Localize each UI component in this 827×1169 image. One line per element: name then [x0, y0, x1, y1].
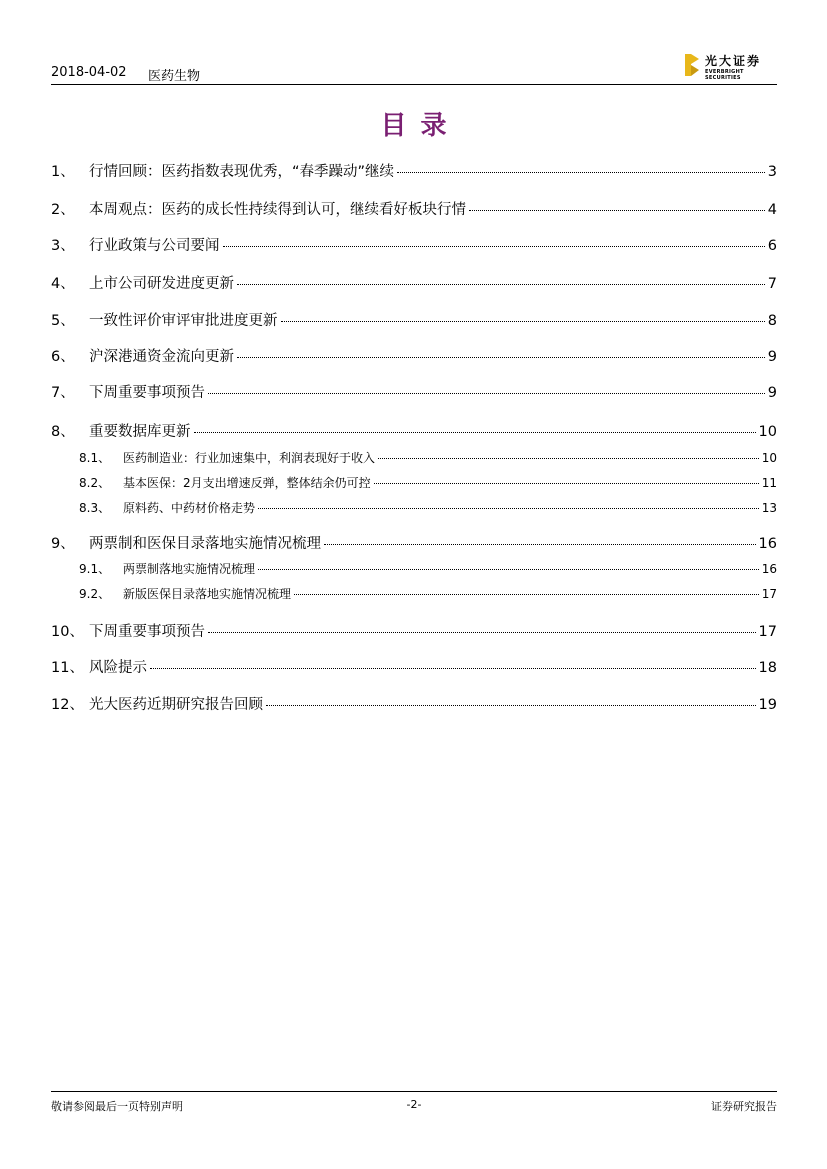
- company-logo: [685, 52, 777, 80]
- toc-leader: [223, 246, 765, 247]
- logo-text-cn: 光大证券: [705, 54, 762, 68]
- toc-leader: [378, 458, 759, 459]
- toc-leader: [266, 705, 756, 706]
- toc-entry-page: 16: [761, 562, 777, 576]
- toc-entry-number: 8、: [51, 424, 75, 440]
- toc-entry-number: 9、: [51, 536, 75, 552]
- toc-leader: [237, 357, 765, 358]
- toc-entry[interactable]: [51, 345, 777, 366]
- toc-entry-page: 10: [758, 424, 777, 440]
- toc-entry-number: 12、: [51, 697, 84, 713]
- toc-entry-page: 8: [767, 313, 777, 329]
- report-type: 证券研究报告: [711, 1100, 777, 1113]
- toc-entry-title: 沪深港通资金流向更新: [89, 349, 234, 365]
- page-footer: [51, 1091, 777, 1113]
- toc-entry[interactable]: [51, 234, 777, 255]
- toc-entry-title: 一致性评价审评审批进度更新: [89, 313, 278, 329]
- toc-entry-title: 上市公司研发进度更新: [89, 276, 234, 292]
- toc-entry-number: 8.1、: [79, 451, 111, 465]
- toc-entry-page: 3: [767, 164, 777, 180]
- toc-entry-number: 8.2、: [79, 476, 111, 490]
- toc-leader: [208, 632, 756, 633]
- toc-entry-number: 3、: [51, 238, 75, 254]
- toc-entry[interactable]: [51, 693, 777, 714]
- toc-entry[interactable]: [51, 160, 777, 181]
- toc-leader: [324, 544, 756, 545]
- toc-entry[interactable]: [51, 532, 777, 553]
- toc-entry[interactable]: [79, 560, 777, 577]
- toc-entry-number: 7、: [51, 385, 75, 401]
- toc-leader: [150, 668, 756, 669]
- toc-entry-page: 13: [761, 501, 777, 515]
- toc-leader: [237, 284, 765, 285]
- report-date: 2018-04-02: [51, 65, 127, 80]
- toc-entry[interactable]: [51, 381, 777, 402]
- toc-entry-page: 6: [767, 238, 777, 254]
- toc-entry[interactable]: [51, 309, 777, 330]
- toc-entry-title: 两票制落地实施情况梳理: [123, 562, 256, 576]
- toc-entry-number: 11、: [51, 660, 84, 676]
- toc-entry-number: 5、: [51, 313, 75, 329]
- toc-entry-title: 行情回顾：医药指数表现优秀，“春季躁动”继续: [89, 164, 395, 180]
- toc-entry-number: 2、: [51, 202, 75, 218]
- toc-entry-number: 9.1、: [79, 562, 111, 576]
- toc-entry-number: 1、: [51, 164, 75, 180]
- toc-title: 目录: [380, 111, 461, 141]
- toc-leader: [374, 483, 759, 484]
- toc-entry-title: 基本医保：2月支出增速反弹，整体结余仍可控: [123, 476, 371, 490]
- toc-entry-title: 重要数据库更新: [89, 424, 191, 440]
- toc-entry-page: 9: [767, 349, 777, 365]
- logo-text-en: EVERBRIGHT SECURITIES: [705, 69, 744, 81]
- toc-entry-title: 新版医保目录落地实施情况梳理: [123, 587, 292, 601]
- toc-leader: [281, 321, 765, 322]
- toc-entry-title: 医药制造业：行业加速集中，利润表现好于收入: [123, 451, 376, 465]
- toc-entry-title: 光大医药近期研究报告回顾: [89, 697, 263, 713]
- toc-entry[interactable]: [79, 474, 777, 491]
- toc-entry[interactable]: [51, 656, 777, 677]
- toc-leader: [258, 569, 759, 570]
- disclaimer-note: 敬请参阅最后一页特别声明: [51, 1100, 183, 1113]
- toc-leader: [194, 432, 756, 433]
- toc-entry-title: 原料药、中药材价格走势: [123, 501, 256, 515]
- toc-entry-title: 下周重要事项预告: [89, 385, 205, 401]
- toc-entry-number: 8.3、: [79, 501, 111, 515]
- toc-leader: [469, 210, 765, 211]
- toc-entry-title: 风险提示: [89, 660, 147, 676]
- toc-entry-page: 19: [758, 697, 777, 713]
- toc-entry-page: 16: [758, 536, 777, 552]
- report-sector: 医药生物: [148, 69, 201, 84]
- toc-leader: [397, 172, 765, 173]
- toc-entry-page: 11: [761, 476, 777, 490]
- toc-entry-page: 4: [767, 202, 777, 218]
- toc-entry[interactable]: [79, 585, 777, 602]
- toc-leader: [258, 508, 759, 509]
- toc-entry-number: 9.2、: [79, 587, 111, 601]
- logo-mark-icon: [685, 54, 699, 76]
- toc-entry-title: 下周重要事项预告: [89, 624, 205, 640]
- toc-entry-title: 行业政策与公司要闻: [89, 238, 220, 254]
- toc-entry-page: 10: [761, 451, 777, 465]
- toc-entry-page: 17: [758, 624, 777, 640]
- page-number: -2-: [406, 1098, 422, 1111]
- toc-entry-page: 18: [758, 660, 777, 676]
- toc-entry-number: 10、: [51, 624, 84, 640]
- toc-leader: [208, 393, 765, 394]
- toc-entry[interactable]: [51, 420, 777, 441]
- toc-entry-number: 4、: [51, 276, 75, 292]
- toc-entry[interactable]: [51, 198, 777, 219]
- toc-entry[interactable]: [51, 272, 777, 293]
- toc-entry[interactable]: [79, 499, 777, 516]
- toc-entry[interactable]: [51, 620, 777, 641]
- toc-entry-number: 6、: [51, 349, 75, 365]
- toc-entry-page: 9: [767, 385, 777, 401]
- toc-entry[interactable]: [79, 449, 777, 466]
- toc-entry-page: 7: [767, 276, 777, 292]
- toc-entry-page: 17: [761, 587, 777, 601]
- toc-leader: [294, 594, 759, 595]
- page-header: [51, 54, 777, 85]
- toc-entry-title: 本周观点：医药的成长性持续得到认可，继续看好板块行情: [89, 202, 466, 218]
- toc-entry-title: 两票制和医保目录落地实施情况梳理: [89, 536, 321, 552]
